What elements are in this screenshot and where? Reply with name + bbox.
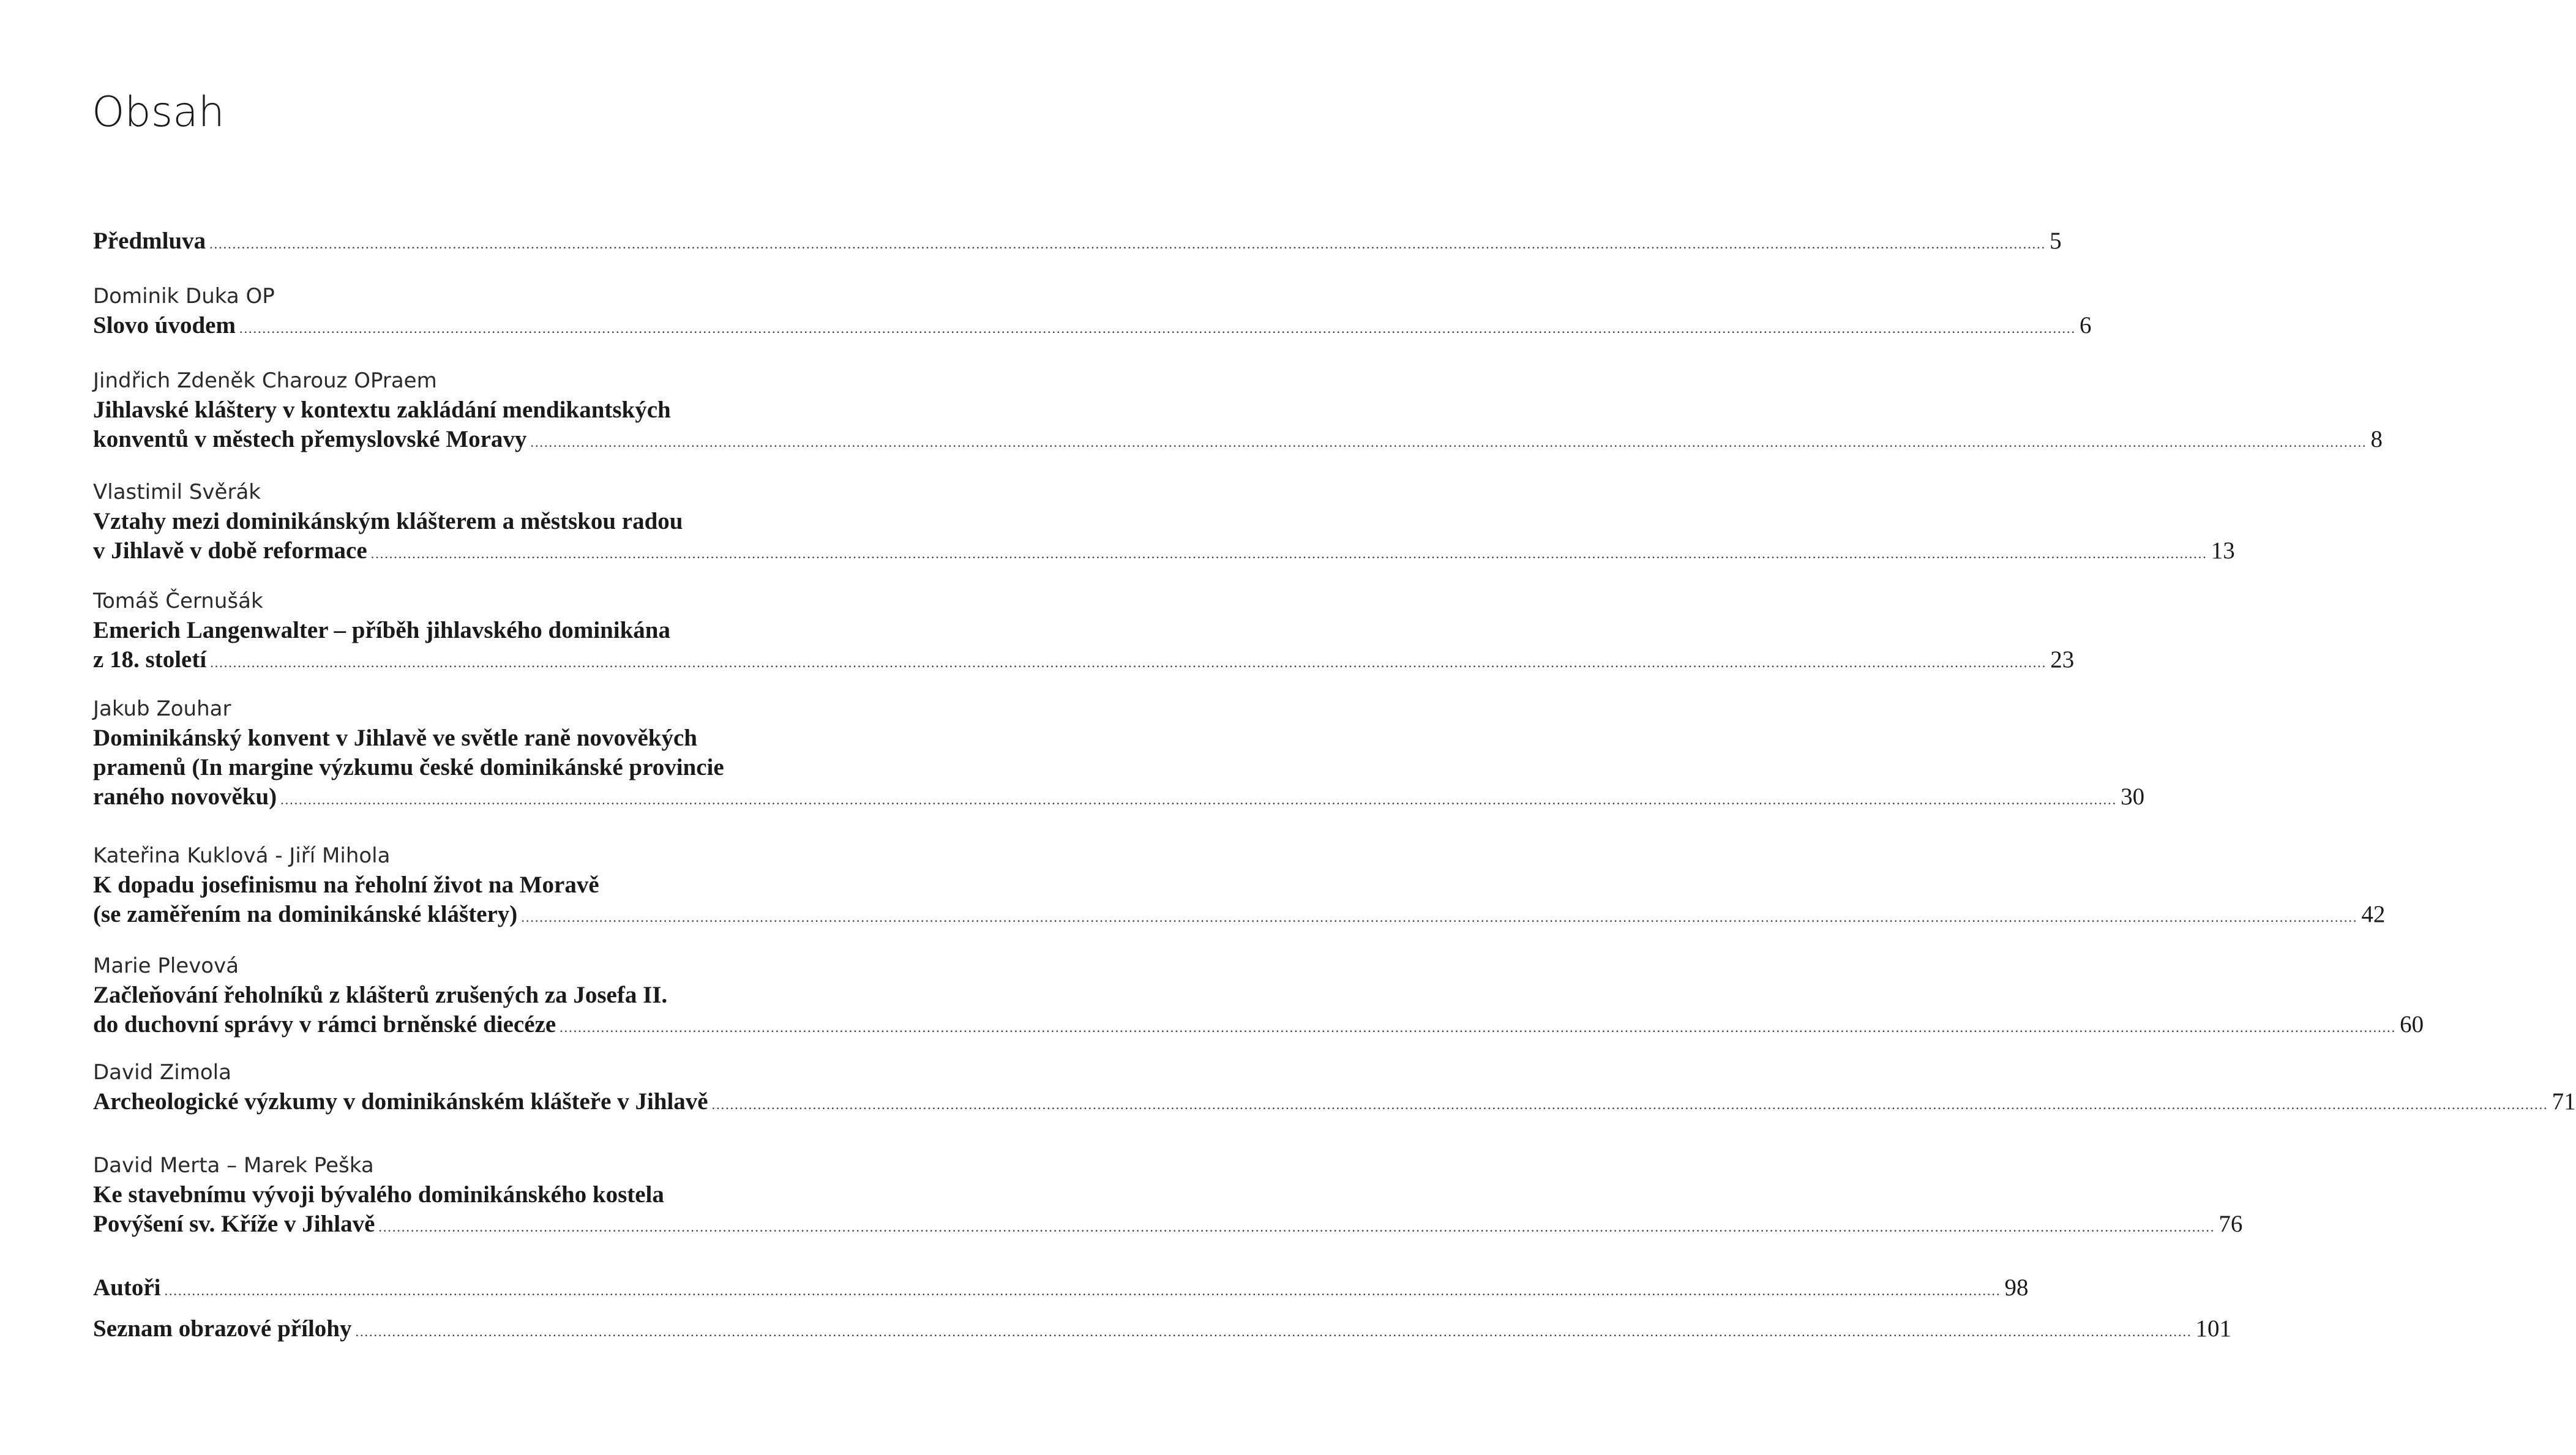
toc-entry-page: 76 <box>2218 1211 2243 1237</box>
toc-entry <box>93 226 2062 259</box>
toc-entry <box>93 951 2424 1042</box>
toc-entry-title-line: K dopadu josefinismu na řeholní život na Moravě <box>93 872 599 898</box>
toc-entry-page: 5 <box>2050 228 2062 254</box>
toc-entry-author: Marie Plevová <box>93 954 239 978</box>
toc-entry <box>93 1273 2029 1306</box>
toc-entry-title-line <box>93 536 2235 569</box>
toc-entry-author: Vlastimil Svěrák <box>93 480 261 504</box>
toc-entry-page: 98 <box>2004 1274 2029 1301</box>
toc-entry-title: konventů v městech přemyslovské Moravy <box>93 426 527 452</box>
toc-entry-title: Povýšení sv. Kříže v Jihlavě <box>93 1211 375 1237</box>
toc-entry-title: Seznam obrazové přílohy <box>93 1315 352 1342</box>
toc-entry-page: 60 <box>2400 1011 2424 1038</box>
toc-entry-title-line <box>93 900 2386 932</box>
toc-entry <box>93 841 2386 932</box>
toc-entry <box>93 1314 2231 1347</box>
toc-entry-title-line <box>93 1314 2231 1347</box>
toc-entry <box>93 586 2075 678</box>
toc-entry-author: Dominik Duka OP <box>93 284 275 309</box>
toc-entry-author: David Merta – Marek Peška <box>93 1153 374 1178</box>
dot-leader: ................................................................................................................................................................................................................................................................................................................................................................................................................ <box>530 435 2367 450</box>
toc-entry-title: z 18. století <box>93 646 207 673</box>
toc-entry-title: Předmluva <box>93 228 206 254</box>
toc-entry-author: Tomáš Černušák <box>93 589 263 613</box>
toc-entry-title-line <box>93 1010 2424 1042</box>
toc-entry-title-line: Emerich Langenwalter – příběh jihlavského dominikána <box>93 617 670 643</box>
dot-leader: ................................................................................................................................................................................................................................................................................................................................................................................................................ <box>711 1097 2548 1112</box>
dot-leader: ................................................................................................................................................................................................................................................................................................................................................................................................................ <box>280 792 2117 807</box>
dot-leader: ................................................................................................................................................................................................................................................................................................................................................................................................................ <box>521 910 2358 925</box>
toc-entry-title-line <box>93 1210 2243 1242</box>
toc-entry <box>93 694 2145 815</box>
dot-leader: ................................................................................................................................................................................................................................................................................................................................................................................................................ <box>370 546 2207 561</box>
toc-entry-title: Autoři <box>93 1274 161 1301</box>
dot-leader: ................................................................................................................................................................................................................................................................................................................................................................................................................ <box>560 1020 2397 1035</box>
toc-entry-author: David Zimola <box>93 1060 231 1085</box>
toc-entry-page: 30 <box>2121 784 2145 810</box>
toc-entry-page: 23 <box>2050 646 2075 673</box>
toc-entry-page: 42 <box>2361 901 2386 927</box>
page-title: Obsah <box>92 88 225 137</box>
toc-entry-title: do duchovní správy v rámci brněnské diecéze <box>93 1011 556 1038</box>
toc-entry-title-line <box>93 645 2075 678</box>
toc-entry-page: 8 <box>2370 426 2383 452</box>
toc-entry <box>93 282 2092 343</box>
toc-entry <box>93 477 2235 569</box>
dot-leader: ................................................................................................................................................................................................................................................................................................................................................................................................................ <box>239 321 2076 336</box>
toc-entry-title-line <box>93 782 2145 815</box>
dot-leader: ................................................................................................................................................................................................................................................................................................................................................................................................................ <box>210 655 2047 670</box>
dot-leader: ................................................................................................................................................................................................................................................................................................................................................................................................................ <box>355 1324 2192 1339</box>
toc-entry-title-line <box>93 226 2062 259</box>
toc-entry-title-line: Vztahy mezi dominikánským klášterem a městskou radou <box>93 508 683 534</box>
toc-entry-title-line: Jihlavské kláštery v kontextu zakládání mendikantských <box>93 397 671 423</box>
dot-leader: ................................................................................................................................................................................................................................................................................................................................................................................................................ <box>378 1219 2215 1235</box>
toc-entry-title-line: Dominikánský konvent v Jihlavě ve světle raně novověkých <box>93 725 697 751</box>
toc-entry-title-line <box>93 425 2383 457</box>
toc-entry-title-line: Začleňování řeholníků z klášterů zrušených za Josefa II. <box>93 982 668 1008</box>
toc-entry-title-line: Ke stavebnímu vývoji bývalého dominikánského kostela <box>93 1181 664 1208</box>
toc-entry <box>93 1058 2576 1120</box>
toc-entry-title: Archeologické výzkumy v dominikánském klášteře v Jihlavě <box>93 1088 708 1115</box>
toc-entry-author: Kateřina Kuklová - Jiří Mihola <box>93 843 391 868</box>
toc-entry-author: Jindřich Zdeněk Charouz OPraem <box>93 368 437 393</box>
toc-entry-author: Jakub Zouhar <box>93 697 231 721</box>
toc-entry-page: 6 <box>2079 312 2092 339</box>
toc-entry-title: raného novověku) <box>93 784 277 810</box>
toc-entry-title-line <box>93 311 2092 343</box>
toc-entry <box>93 366 2383 457</box>
toc-entry-title-line: pramenů (In margine výzkumu české dominikánské provincie <box>93 754 724 780</box>
toc-entry <box>93 1151 2243 1242</box>
toc-entry-page: 71 <box>2552 1088 2576 1115</box>
toc-entry-title: (se zaměřením na dominikánské kláštery) <box>93 901 518 927</box>
dot-leader: ................................................................................................................................................................................................................................................................................................................................................................................................................ <box>164 1283 2001 1298</box>
toc-entry-title-line <box>93 1087 2576 1120</box>
dot-leader: ................................................................................................................................................................................................................................................................................................................................................................................................................ <box>209 236 2046 252</box>
toc-entry-page: 13 <box>2211 537 2235 564</box>
toc-entry-title: Slovo úvodem <box>93 312 236 339</box>
toc-entry-page: 101 <box>2195 1315 2231 1342</box>
toc-entry-title-line <box>93 1273 2029 1306</box>
toc-entry-title: v Jihlavě v době reformace <box>93 537 367 564</box>
